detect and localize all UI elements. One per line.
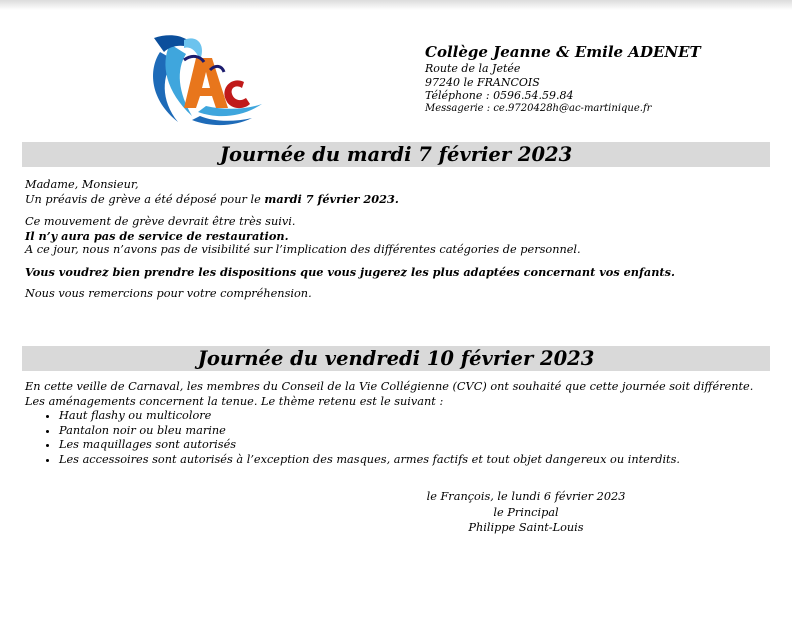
section2-body — [25, 380, 775, 467]
no-catering: Il n’y aura pas de service de restauration. — [25, 229, 289, 243]
section1-body — [25, 178, 775, 301]
list-item: • Les accessoires sont autorisés à l’exception des masques, armes factifs et tout objet dangereux ou interdits. — [59, 453, 775, 468]
visibility: A ce jour, nous n’avons pas de visibilité sur l’implication des différentes catégories de personnel. — [25, 243, 581, 256]
signatory-role: le Principal — [493, 505, 559, 519]
place-date: le François, le lundi 6 février 2023 — [426, 490, 626, 503]
school-street: Route de la Jetée — [425, 61, 521, 75]
school-header — [425, 43, 701, 116]
list-item: • Pantalon noir ou bleu marine — [59, 424, 775, 439]
thanks: Nous vous remercions pour votre compréhension. — [25, 287, 312, 300]
school-email: Messagerie : ce.9720428h@ac-martinique.fr — [425, 103, 652, 114]
section2-title: Journée du vendredi 10 février 2023 — [22, 346, 770, 371]
dress-code-list — [25, 409, 775, 467]
school-phone: Téléphone : 0596.54.59.84 — [425, 89, 574, 103]
strike-followed: Ce mouvement de grève devrait être très suivi. — [25, 215, 296, 228]
notice-line — [25, 192, 775, 207]
carnaval-intro: En cette veille de Carnaval, les membres du Conseil de la Vie Collégienne (CVC) ont souhaité que cette journée soit différente. Les aménagements concernent la tenue. Le thème retenu est le suivant : — [25, 380, 754, 408]
signatory-name: Philippe Saint-Louis — [468, 521, 584, 534]
list-item: • Les maquillages sont autorisés — [59, 438, 775, 453]
academie-logo-icon — [140, 30, 266, 130]
school-city: 97240 le FRANCOIS — [425, 75, 540, 89]
section1-title: Journée du mardi 7 février 2023 — [22, 142, 770, 167]
top-shadow — [0, 0, 792, 10]
notice-date: mardi 7 février 2023. — [264, 192, 399, 206]
school-name: Collège Jeanne & Emile ADENET — [425, 43, 701, 61]
dispositions: Vous voudrez bien prendre les dispositions que vous jugerez les plus adaptées concernant vos enfants. — [25, 265, 675, 279]
list-item: • Haut flashy ou multicolore — [59, 409, 775, 424]
greeting: Madame, Monsieur, — [25, 178, 139, 191]
notice-prefix: Un préavis de grève a été déposé pour le — [25, 193, 265, 206]
signature-block — [410, 489, 642, 536]
